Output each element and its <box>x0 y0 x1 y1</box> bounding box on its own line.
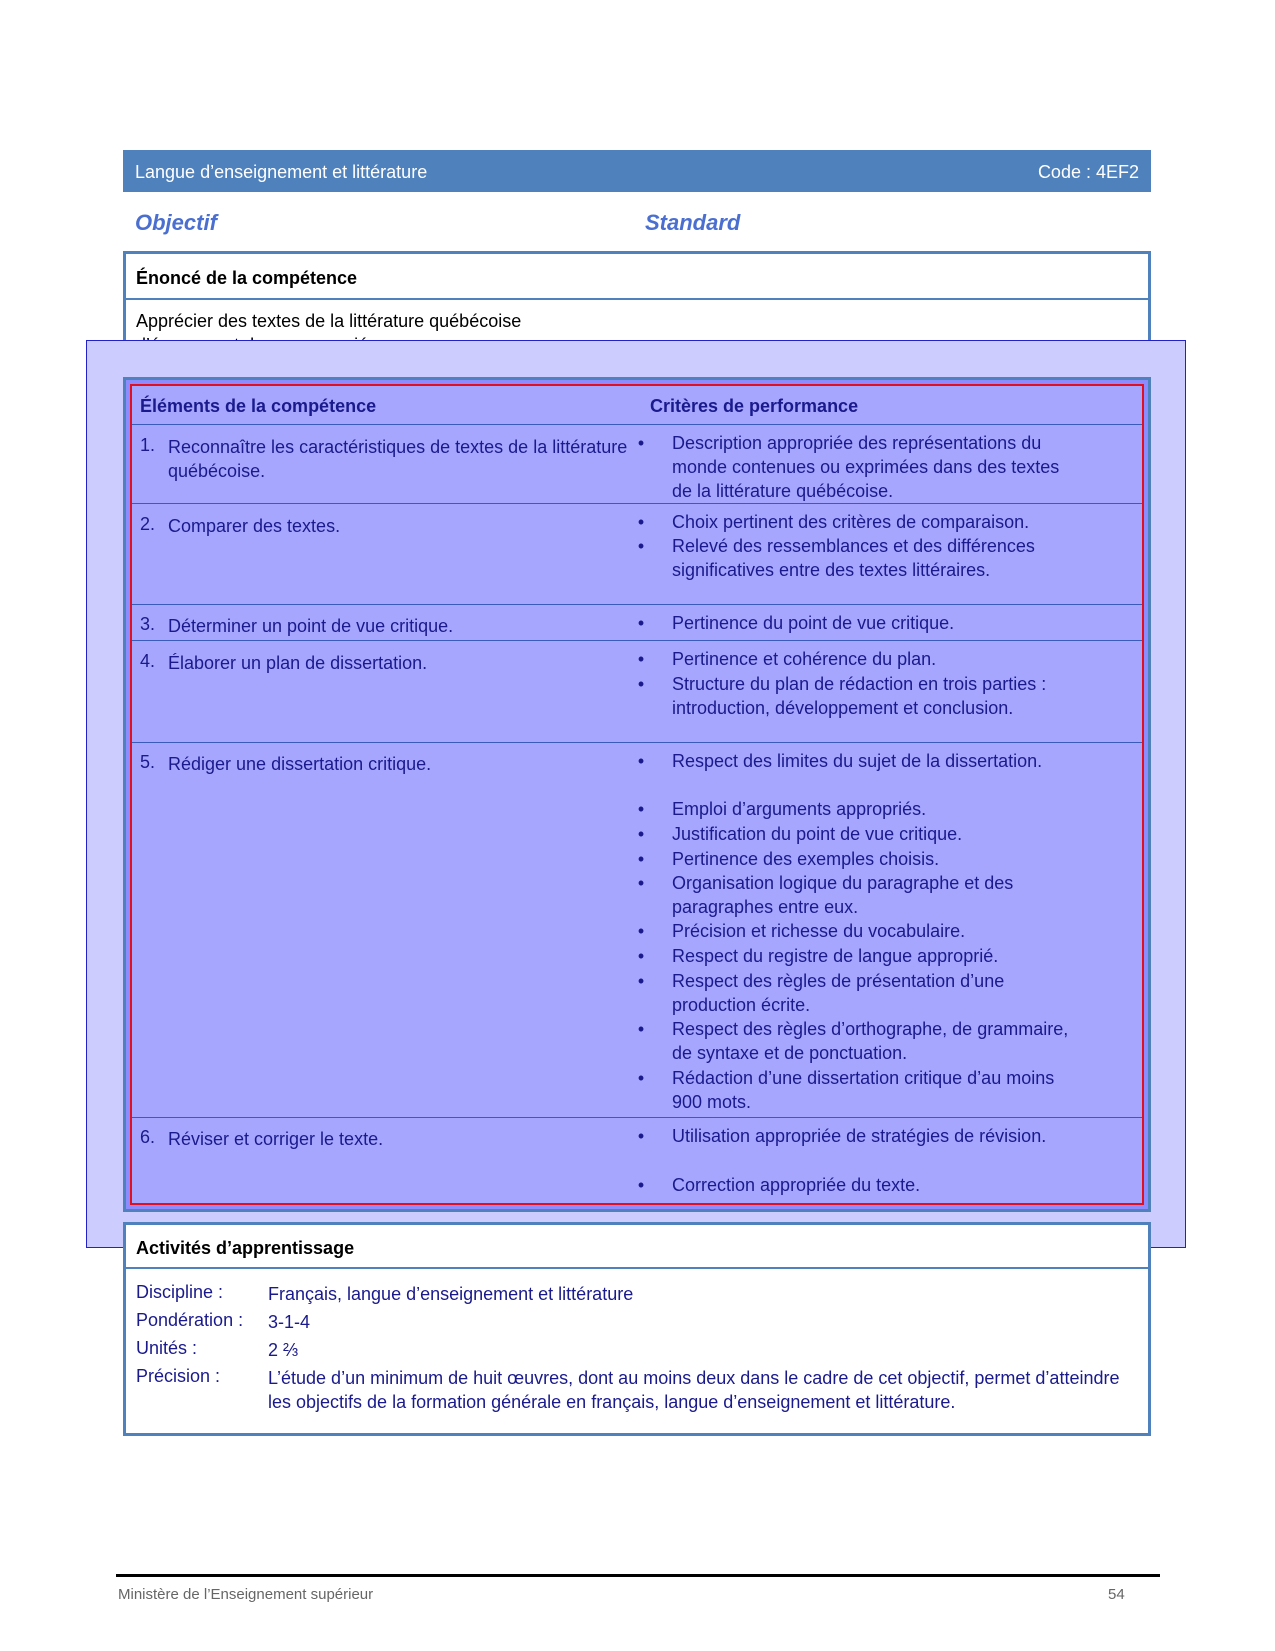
bullet-icon: • <box>637 971 645 991</box>
bullet-icon: • <box>637 613 645 633</box>
bullet-icon: • <box>637 1126 645 1146</box>
enonce-divider <box>126 298 1148 300</box>
row-number: 3. <box>140 614 156 634</box>
bullet-icon: • <box>637 921 645 941</box>
row-element: Comparer des textes. <box>168 516 341 536</box>
precision-label: Précision : <box>136 1366 221 1386</box>
bullet-icon: • <box>637 512 645 532</box>
criterion: • Structure du plan de rédaction en trois parties : introduction, développement et conclusion. <box>637 674 1047 718</box>
standard-label: Standard <box>645 210 741 235</box>
row-number: 4. <box>140 651 156 671</box>
table-row <box>132 604 1142 641</box>
bullet-icon: • <box>637 649 645 669</box>
bullet-icon: • <box>637 674 645 694</box>
bullet-icon: • <box>637 873 645 893</box>
bullet-icon: • <box>637 946 645 966</box>
row-element: Réviser et corriger le texte. <box>168 1129 384 1149</box>
criterion: • Pertinence et cohérence du plan. <box>637 649 937 669</box>
elements-inner <box>130 384 1144 1205</box>
criterion: • Choix pertinent des critères de comparaison. <box>637 512 1030 532</box>
unites-label: Unités : <box>136 1338 198 1358</box>
row-number: 1. <box>140 435 156 455</box>
criterion: • Pertinence des exemples choisis. <box>637 849 940 869</box>
elements-table <box>123 377 1151 1212</box>
row-element: Rédiger une dissertation critique. <box>168 754 432 774</box>
discipline-label: Discipline : <box>136 1282 224 1302</box>
table-row <box>132 742 1142 1118</box>
page-number: 54 <box>1108 1586 1125 1603</box>
discipline-value: Français, langue d’enseignement et littérature <box>268 1284 634 1304</box>
subheader <box>135 210 741 236</box>
bullet-icon: • <box>637 824 645 844</box>
elements-heading <box>140 396 859 417</box>
enonce-line-1: Apprécier des textes de la littérature québécoise <box>136 311 522 331</box>
criterion: • Relevé des ressemblances et des différences significatives entre des textes littéraires. <box>637 536 1035 580</box>
criterion: • Description appropriée des représentations du monde contenues ou exprimées dans des textes de la littérature québécoise. <box>637 433 1060 501</box>
criterion: • Justification du point de vue critique. <box>637 824 963 844</box>
enonce-title: Énoncé de la compétence <box>136 268 358 288</box>
row-element: Élaborer un plan de dissertation. <box>168 653 428 673</box>
activites-box <box>123 1222 1151 1436</box>
header-bar <box>123 150 1151 192</box>
ponderation-value: 3-1-4 <box>268 1312 311 1332</box>
bullet-icon: • <box>637 799 645 819</box>
criterion: • Utilisation appropriée de stratégies de révision. <box>637 1126 1047 1146</box>
table-row <box>132 503 1142 605</box>
row-number: 6. <box>140 1127 156 1147</box>
unites-value: 2 ⅔ <box>268 1340 299 1360</box>
elements-heading-right: Critères de performance <box>650 396 859 416</box>
row-number: 5. <box>140 752 156 772</box>
criterion: • Correction appropriée du texte. <box>637 1175 921 1195</box>
criterion: • Pertinence du point de vue critique. <box>637 613 955 633</box>
activites-divider <box>126 1267 1148 1269</box>
footer-divider <box>116 1574 1160 1577</box>
header-title: Langue d’enseignement et littérature <box>135 162 428 182</box>
row-number: 2. <box>140 514 156 534</box>
bullet-icon: • <box>637 1019 645 1039</box>
activites-title: Activités d’apprentissage <box>136 1238 355 1258</box>
row-element: Déterminer un point de vue critique. <box>168 616 454 636</box>
header-code: Code : 4EF2 <box>1037 162 1139 182</box>
ponderation-label: Pondération : <box>136 1310 244 1330</box>
bullet-icon: • <box>637 536 645 556</box>
row-element: Reconnaître les caractéristiques de textes de la littérature québécoise. <box>168 437 628 481</box>
precision-value: L’étude d’un minimum de huit œuvres, dont au moins deux dans le cadre de cet objectif, permet d’atteindre les objectifs de la formation générale en français, langue d’enseignement et littérature. <box>268 1368 1120 1412</box>
criterion: • Respect des règles d’orthographe, de grammaire, de syntaxe et de ponctuation. <box>637 1019 1069 1063</box>
table-row <box>132 1117 1142 1208</box>
criterion: • Respect du registre de langue approprié. <box>637 946 999 966</box>
table-row <box>132 424 1142 504</box>
bullet-icon: • <box>637 849 645 869</box>
bullet-icon: • <box>637 751 645 771</box>
bullet-icon: • <box>637 433 645 453</box>
footer-ministry: Ministère de l’Enseignement supérieur <box>118 1586 374 1603</box>
elements-heading-left: Éléments de la compétence <box>140 396 377 416</box>
criterion: • Rédaction d’une dissertation critique d’au moins 900 mots. <box>637 1068 1055 1112</box>
criterion: • Organisation logique du paragraphe et des paragraphes entre eux. <box>637 873 1014 917</box>
objectif-label: Objectif <box>135 210 217 235</box>
criterion: • Précision et richesse du vocabulaire. <box>637 921 966 941</box>
criterion: • Emploi d’arguments appropriés. <box>637 799 927 819</box>
criterion: • Respect des limites du sujet de la dissertation. <box>637 751 1043 771</box>
criterion: • Respect des règles de présentation d’une production écrite. <box>637 971 1005 1015</box>
table-row <box>132 640 1142 743</box>
bullet-icon: • <box>637 1068 645 1088</box>
bullet-icon: • <box>637 1175 645 1195</box>
